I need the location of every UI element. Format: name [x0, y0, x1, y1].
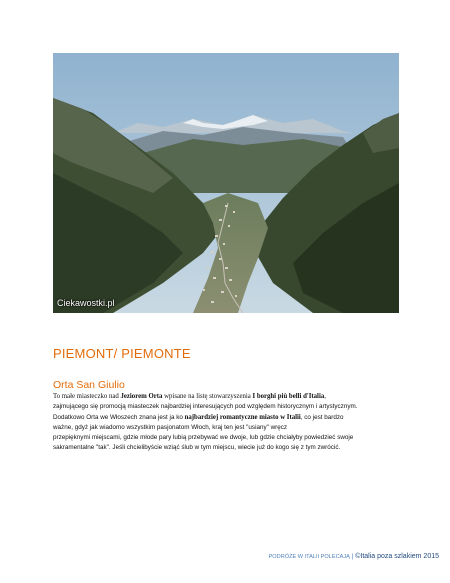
text-segment: , [324, 393, 326, 400]
body-line-5: przepięknymi miejscami, gdzie młode pary lubią przebywać we dwoje, lub gdzie chciałyby powiedzieć swoje [53, 434, 354, 442]
body-line-4: ważne, gdyż jak wiadomo wszystkim pasjonatom Włoch, kraj ten jest "usiany" wręcz [53, 423, 288, 431]
footer-separator: | [349, 553, 356, 560]
subsection-heading: Orta San Giulio [53, 379, 125, 391]
body-line-3 [53, 413, 399, 423]
text-segment: , co jest bardzo [300, 413, 344, 421]
text-segment: wpisane na listę stowarzyszenia [162, 393, 253, 400]
footer-copyright: ©Italia poza szlakiem 2015 [355, 553, 439, 560]
text-segment: Dodatkowo Orta we Włoszech znana jest ja ko [53, 413, 185, 421]
body-paragraph [53, 392, 399, 454]
text-lake-name: Jeziorem Orta [120, 393, 163, 400]
text-romantic-town: najbardziej romantyczne miasto w Italii [184, 413, 301, 421]
photo-watermark: Ciekawostki.pl [57, 298, 115, 308]
page-footer [269, 553, 439, 560]
body-line-2: zajmującego się promocją miasteczek najbardziej interesujących pod względem historycznym i artystycznym. [53, 403, 358, 411]
valley-photo [53, 53, 399, 313]
body-line-1 [53, 392, 399, 402]
mountain-valley-image [53, 53, 399, 313]
footer-tagline: PODRÓŻE W ITALII POLECAJĄ [268, 554, 350, 560]
text-segment: To małe miasteczko nad [53, 393, 121, 400]
text-association-name: I borghi più belli d'Italia [252, 393, 325, 400]
body-line-6: sakramentalne "tak". Jeśli chcielibyście wziąć ślub w tym miejscu, wiecie już do kogo się z tym zwrócić. [53, 444, 341, 452]
section-heading: PIEMONT/ PIEMONTE [53, 346, 191, 361]
